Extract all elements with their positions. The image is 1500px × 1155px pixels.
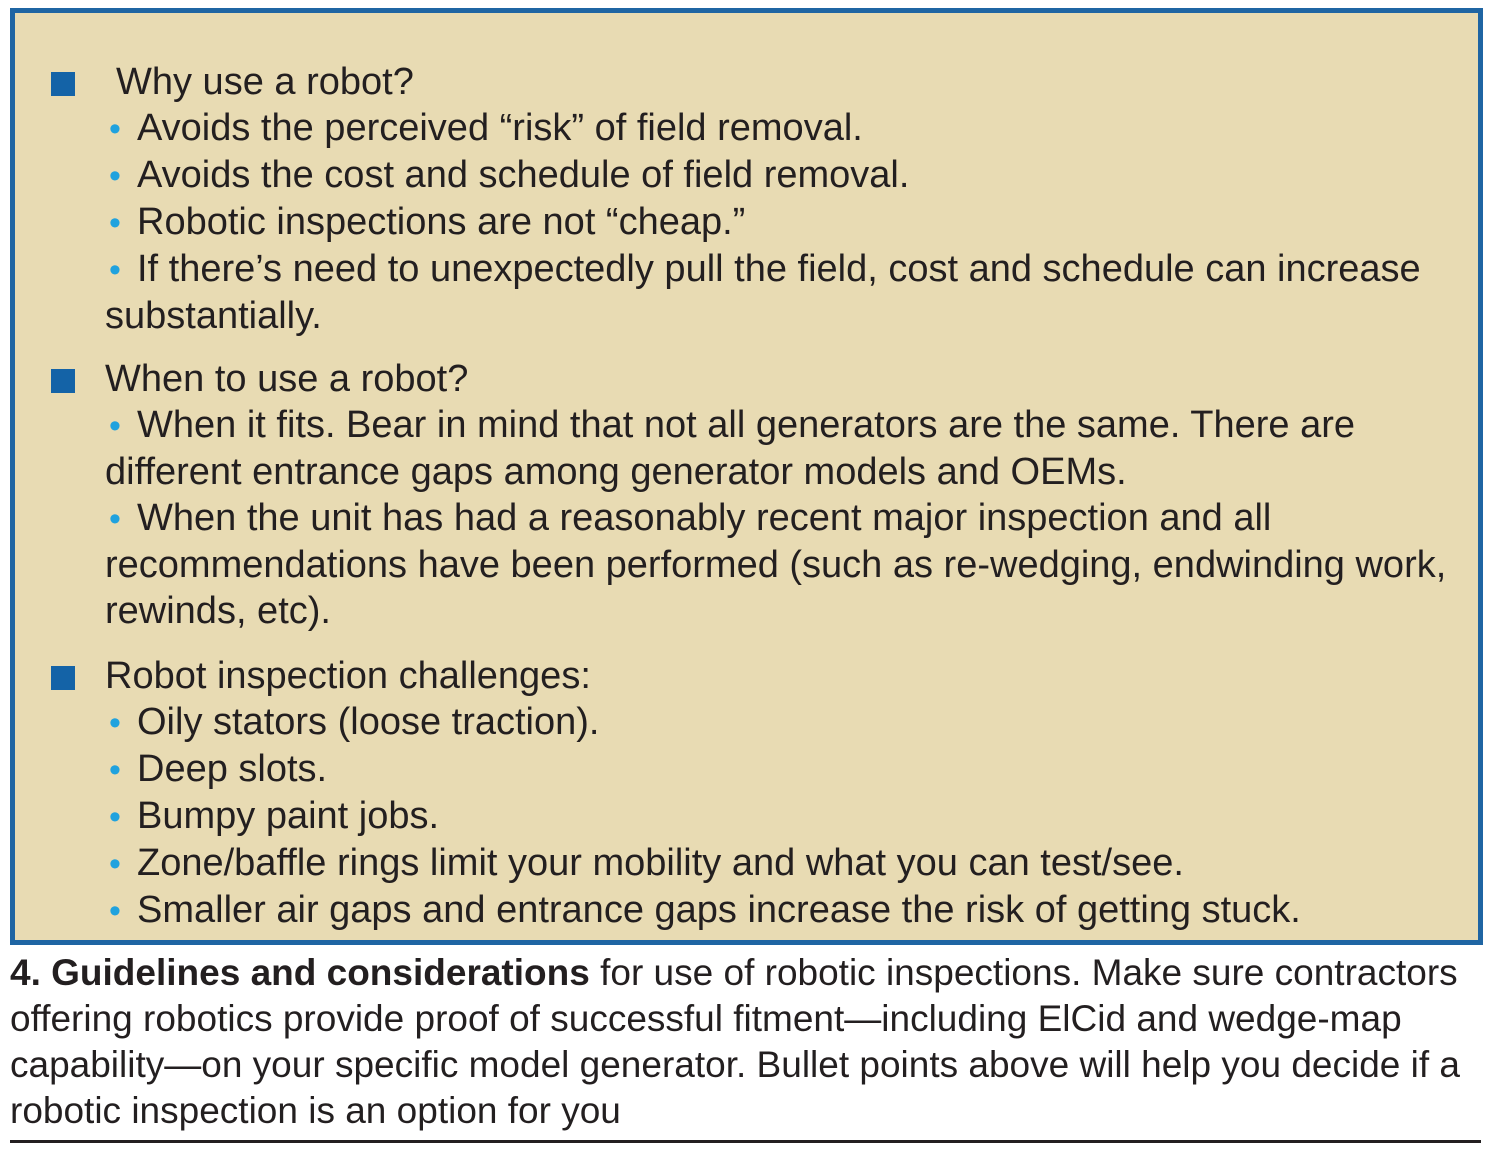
dot-bullet-icon: • bbox=[109, 845, 121, 883]
dot-bullet-icon: • bbox=[109, 751, 121, 789]
section-heading: Why use a robot? bbox=[116, 61, 414, 103]
list-item-text: Smaller air gaps and entrance gaps increase the risk of getting stuck. bbox=[137, 889, 1301, 931]
list-item-text: Zone/baffle rings limit your mobility and what you can test/see. bbox=[137, 842, 1184, 884]
list-item-text: When it fits. Bear in mind that not all generators are the same. There are different entrance gaps among generator models and OEMs. bbox=[105, 404, 1356, 493]
list-item-text: When the unit has had a reasonably recent major inspection and all recommendations have been performed (such as re-wedging, endwinding work, rewinds, etc). bbox=[105, 497, 1447, 632]
list-item bbox=[105, 402, 1470, 495]
dot-bullet-icon: • bbox=[109, 251, 121, 289]
bullet-list bbox=[105, 699, 1470, 934]
figure-caption bbox=[10, 950, 1482, 1134]
list-item-text: Oily stators (loose traction). bbox=[137, 701, 600, 743]
list-item-text: If there’s need to unexpectedly pull the field, cost and schedule can increase substantially. bbox=[105, 248, 1421, 337]
dot-bullet-icon: • bbox=[109, 500, 121, 538]
list-item bbox=[105, 840, 1470, 887]
caption-title: 4. Guidelines and considerations bbox=[10, 952, 590, 993]
dot-bullet-icon: • bbox=[109, 704, 121, 742]
bullet-list bbox=[105, 105, 1470, 339]
caption-text: for use of robotic inspections. Make sure contractors offering robotics provide proof of successful fitment—including ElCid and wedge-map capability—on your specific model generator. Bullet points above will help you decide if a robotic inspection is an option for you bbox=[10, 952, 1460, 1131]
list-item bbox=[105, 105, 1470, 152]
square-bullet-icon bbox=[51, 369, 75, 393]
square-bullet-icon bbox=[51, 666, 75, 690]
list-item bbox=[105, 887, 1470, 934]
list-item bbox=[105, 495, 1470, 634]
list-item bbox=[105, 699, 1470, 746]
list-item-text: Avoids the perceived “risk” of field removal. bbox=[137, 107, 863, 149]
list-item bbox=[105, 793, 1470, 840]
list-item-text: Bumpy paint jobs. bbox=[137, 795, 440, 837]
dot-bullet-icon: • bbox=[109, 407, 121, 445]
list-item-text: Avoids the cost and schedule of field removal. bbox=[137, 154, 910, 196]
dot-bullet-icon: • bbox=[109, 110, 121, 148]
bullet-list bbox=[105, 402, 1470, 634]
dot-bullet-icon: • bbox=[109, 157, 121, 195]
sidebar-panel bbox=[10, 8, 1483, 945]
dot-bullet-icon: • bbox=[109, 892, 121, 930]
divider bbox=[10, 1140, 1481, 1143]
list-item-text: Deep slots. bbox=[137, 748, 328, 790]
dot-bullet-icon: • bbox=[109, 798, 121, 836]
section-heading: Robot inspection challenges: bbox=[105, 655, 591, 697]
list-item bbox=[105, 199, 1470, 246]
list-item bbox=[105, 246, 1470, 339]
list-item bbox=[105, 152, 1470, 199]
list-item bbox=[105, 746, 1470, 793]
section-heading: When to use a robot? bbox=[105, 358, 469, 400]
dot-bullet-icon: • bbox=[109, 204, 121, 242]
list-item-text: Robotic inspections are not “cheap.” bbox=[137, 201, 746, 243]
square-bullet-icon bbox=[51, 72, 75, 96]
